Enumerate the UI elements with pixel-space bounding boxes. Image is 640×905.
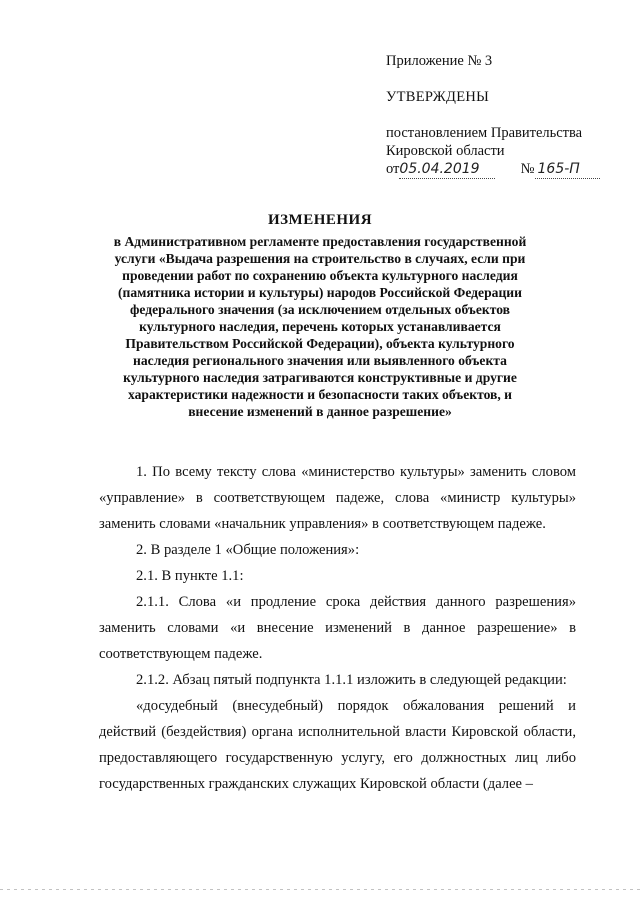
date-prefix: от xyxy=(386,161,400,177)
body-paragraph: 2.1.2. Абзац пятый подпункта 1.1.1 изложить в следующей редакции: xyxy=(136,672,567,688)
decree-date-number xyxy=(386,160,616,179)
approved-label: УТВЕРЖДЕНЫ xyxy=(386,89,490,105)
body-paragraph: 1. По всему тексту слова «министерство культуры» заменить словом «управление» в соответствующем падеже, слова «министр культуры» заменить словами «начальник управления» в соответствующем падеже. xyxy=(99,464,576,532)
body-paragraph: 2.1. В пункте 1.1: xyxy=(136,568,244,584)
approval-block xyxy=(386,52,616,179)
decree-line-2: Кировской области xyxy=(386,143,505,159)
number-prefix: № xyxy=(520,161,535,177)
document-title-block xyxy=(100,211,540,420)
body-paragraph: 2. В разделе 1 «Общие положения»: xyxy=(136,542,360,558)
body-paragraph: 2.1.1. Слова «и продление срока действия данного разрешения» заменить словами «и внесение изменений в данное разрешение» в соответствующем падеже. xyxy=(99,594,576,662)
annex-number: Приложение № 3 xyxy=(386,53,493,69)
decree-line-1: постановлением Правительства xyxy=(386,125,583,141)
document-title: ИЗМЕНЕНИЯ xyxy=(267,212,373,228)
scan-artifact-line xyxy=(0,889,640,890)
handwritten-date: 05.04.2019 xyxy=(399,160,495,179)
body-paragraph: «досудебный (внесудебный) порядок обжалования решений и действий (бездействия) органа исполнительной власти Кировской области, предоставляющего государственную услугу, его должностных лиц либо государственных гражданских служащих Кировской области (далее – xyxy=(99,698,576,792)
document-subtitle: в Административном регламенте предоставления государственной услуги «Выдача разрешения на строительство в случаях, если при проведении работ по сохранению объекта культурного наследия (памятника истории и культуры) народов Российской Федерации федерального значения (за исключением отдельных объектов культурного наследия, перечень которых устанавливается Правительством Российской Федерации), объекта культурного наследия регионального значения или выявленного объекта культурного наследия затрагиваются конструктивные и другие характеристики надежности и безопасности таких объектов, и внесение изменений в данное разрешение» xyxy=(113,234,527,419)
document-body xyxy=(99,459,576,797)
handwritten-number: 165-П xyxy=(535,160,600,179)
